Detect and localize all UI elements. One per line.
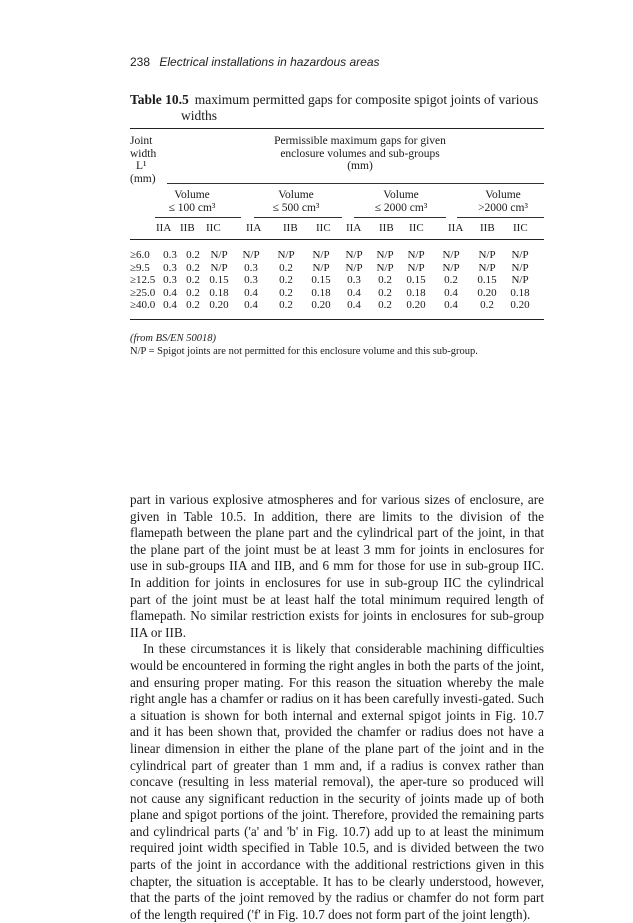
gap-cell: 0.20 — [311, 299, 331, 312]
volume-spanner-rule — [167, 183, 544, 184]
gap-cell: 0.20 — [406, 299, 426, 312]
gap-cell: 0.3 — [163, 261, 177, 274]
group-label: IIA — [246, 222, 262, 234]
gap-cell: 0.2 — [279, 286, 293, 299]
paragraph-2: In these circumstances it is likely that considerable machining difficulties would be encountered in forming the right angles in both the parts of the joint, and ensuring proper mating. For this reason the situation whereby the male right angle has a chamfer or radius on it has been carefully investi-gated. Such a situation is shown for both internal and external spigot joints in Fig. 10.7 and it has been shown that, provided the chamfer or radius does not have a linear dimension in either the plane of the plane part of the joint and in the cylindrical part of greater than 1 mm and, if a radius is convex rather than concave (resulting in less material removal), the aper-ture so produced will not cause any significant reduction in the security of joints made up of both plane and spigot portions of the joint. Therefore, provided the remaining parts and cylindrical parts ('a' and 'b' in Fig. 10.7) add up to at least the minimum required joint width specified in Table 10.5, and is divided between the two parts of the joint in accordance with the additional restrictions given in this chapter, the situation is acceptable. It has to be clearly understood, however, that the parts of the joint removed by the radius or chamfer do not form part of the length required ('f' in Fig. 10.7 does not form part of the joint length). — [130, 641, 544, 922]
group-label: IIB — [480, 222, 495, 234]
group-label: IIC — [316, 222, 331, 234]
gap-cell: 0.3 — [244, 261, 258, 274]
perm-header-line2: enclosure volumes and sub-groups — [280, 147, 440, 160]
gap-cell: 0.4 — [444, 286, 458, 299]
gap-cell: N/P — [442, 249, 460, 261]
joint-header-line2: width — [130, 147, 157, 160]
gap-cell: 0.15 — [406, 274, 426, 287]
perm-header-line1: Permissible maximum gaps for given — [274, 135, 446, 147]
table-row — [130, 262, 536, 275]
volume-header-3 — [356, 189, 446, 214]
running-head — [130, 55, 380, 69]
gap-cell: 0.18 — [406, 286, 426, 299]
gap-cell: N/P — [376, 249, 394, 261]
gap-cell: 0.4 — [244, 286, 258, 299]
gap-cell: 0.2 — [279, 299, 293, 312]
joint-width-cell: ≥25.0 — [130, 286, 156, 299]
paragraph-1: part in various explosive atmospheres and for various sizes of enclosure, are given in Table 10.5. In addition, there are limits to the division of the flamepath between the plane part and the cylindrical part of the joint, in that the plane part of the joint must be at least 3 mm for joints in enclosures for use in sub-groups IIA and IIB, and 6 mm for those for use in sub-group IIC. In addition for joints in enclosures for use in sub-group IIC the cylindrical part of the joint must be at least half the total minimum required length of flamepath. No similar restriction exists for joints in enclosures for sub-group IIA or IIB. — [130, 492, 544, 640]
gap-cell: N/P — [511, 249, 529, 261]
header-bottom-rule — [130, 239, 544, 240]
gap-cell: 0.2 — [378, 286, 392, 299]
gap-cell: 0.4 — [347, 299, 361, 312]
gap-cell: 0.2 — [480, 299, 494, 312]
group-label: IIB — [283, 222, 298, 234]
joint-width-cell: ≥9.5 — [130, 261, 150, 274]
group-label: IIA — [346, 222, 362, 234]
volume-header-1 — [152, 189, 232, 214]
group-label: IIC — [206, 222, 221, 234]
table-caption — [130, 92, 550, 124]
gap-cell: N/P — [312, 261, 330, 274]
table-top-rule — [130, 128, 544, 129]
gap-cell: 0.2 — [186, 286, 200, 299]
joint-width-cell: ≥6.0 — [130, 249, 150, 261]
gap-cell: 0.4 — [444, 299, 458, 312]
volume-rule-2 — [254, 217, 342, 218]
table-source — [130, 332, 216, 345]
gap-cell: 0.3 — [244, 274, 258, 287]
table-title-line2: widths — [181, 108, 218, 123]
volume-rule-4 — [457, 217, 544, 218]
gap-cell: 0.3 — [163, 249, 177, 261]
volume-header-4 — [458, 189, 548, 214]
table-row — [130, 249, 536, 262]
gap-cell: 0.2 — [378, 299, 392, 312]
joint-header-line1: Joint — [130, 135, 153, 147]
group-label: IIA — [156, 222, 172, 234]
gap-cell: N/P — [345, 261, 363, 274]
permissible-header — [240, 135, 480, 173]
gap-cell: 0.18 — [311, 286, 331, 299]
running-title: Electrical installations in hazardous areas — [159, 55, 380, 69]
volume-label: Volume — [383, 189, 419, 201]
gap-cell: 0.2 — [186, 274, 200, 287]
table-footnote: N/P = Spigot joints are not permitted for this enclosure volume and this sub-group. — [130, 346, 478, 357]
gap-cell: N/P — [277, 249, 295, 261]
table-source-text: (from BS/EN 50018) — [130, 333, 216, 344]
gap-cell: 0.4 — [244, 299, 258, 312]
gap-cell: 0.15 — [477, 274, 497, 287]
gap-cell: 0.2 — [444, 274, 458, 287]
volume-value: ≤ 500 cm³ — [272, 201, 320, 214]
volume-rule-1 — [155, 217, 241, 218]
gap-cell: 0.18 — [209, 286, 229, 299]
group-label: IIC — [513, 222, 528, 234]
body-text — [130, 492, 544, 923]
joint-width-cell: ≥12.5 — [130, 274, 156, 287]
group-label: IIB — [379, 222, 394, 234]
gap-cell: 0.20 — [477, 286, 497, 299]
gap-cell: 0.4 — [347, 286, 361, 299]
gap-cell: N/P — [242, 249, 260, 261]
gap-cell: 0.20 — [510, 299, 530, 312]
joint-header-line4: (mm) — [130, 172, 156, 185]
joint-width-cell: ≥40.0 — [130, 299, 156, 312]
table-title-line1: maximum permitted gaps for composite spigot joints of various — [194, 92, 539, 107]
volume-header-2 — [256, 189, 336, 214]
gap-cell: 0.3 — [163, 274, 177, 287]
table-bottom-rule — [130, 319, 544, 320]
table-row — [130, 274, 536, 287]
gap-cell: N/P — [376, 261, 394, 274]
gap-cell: 0.2 — [186, 249, 200, 261]
perm-header-line3: (mm) — [347, 160, 373, 172]
volume-rule-3 — [354, 217, 446, 218]
gap-cell: N/P — [210, 261, 228, 274]
gap-cell: 0.3 — [347, 274, 361, 287]
gap-cell: 0.15 — [311, 274, 331, 287]
group-label: IIA — [448, 222, 464, 234]
gap-cell: N/P — [407, 261, 425, 274]
page-number: 238 — [130, 55, 151, 69]
table-row — [130, 299, 536, 312]
joint-header-line3: L¹ — [136, 160, 147, 172]
gap-cell: 0.4 — [163, 299, 177, 312]
gap-cell: 0.2 — [186, 299, 200, 312]
gap-cell: N/P — [442, 261, 460, 274]
gap-cell: 0.4 — [163, 286, 177, 299]
gap-cell: 0.18 — [510, 286, 530, 299]
group-label: IIC — [409, 222, 424, 234]
gap-cell: 0.2 — [279, 261, 293, 274]
volume-label: Volume — [485, 189, 521, 201]
gap-cell: N/P — [210, 249, 228, 261]
gap-cell: N/P — [478, 249, 496, 261]
gap-cell: 0.15 — [209, 274, 229, 287]
gap-cell: 0.2 — [186, 261, 200, 274]
volume-label: Volume — [174, 189, 210, 201]
volume-value: ≤ 100 cm³ — [168, 201, 216, 214]
gap-cell: N/P — [345, 249, 363, 261]
gap-cell: N/P — [312, 249, 330, 261]
volume-value: >2000 cm³ — [478, 201, 528, 214]
gap-cell: N/P — [407, 249, 425, 261]
gap-cell: N/P — [511, 274, 529, 287]
gap-table — [130, 249, 536, 312]
joint-width-header — [130, 135, 156, 185]
volume-value: ≤ 2000 cm³ — [374, 201, 428, 214]
table-row — [130, 287, 536, 300]
volume-label: Volume — [278, 189, 314, 201]
gap-cell: N/P — [478, 261, 496, 274]
gap-cell: 0.2 — [279, 274, 293, 287]
gap-cell: N/P — [511, 261, 529, 274]
table-label: Table 10.5 — [130, 92, 189, 107]
group-label: IIB — [180, 222, 195, 234]
gap-cell: 0.2 — [378, 274, 392, 287]
gap-cell: 0.20 — [209, 299, 229, 312]
